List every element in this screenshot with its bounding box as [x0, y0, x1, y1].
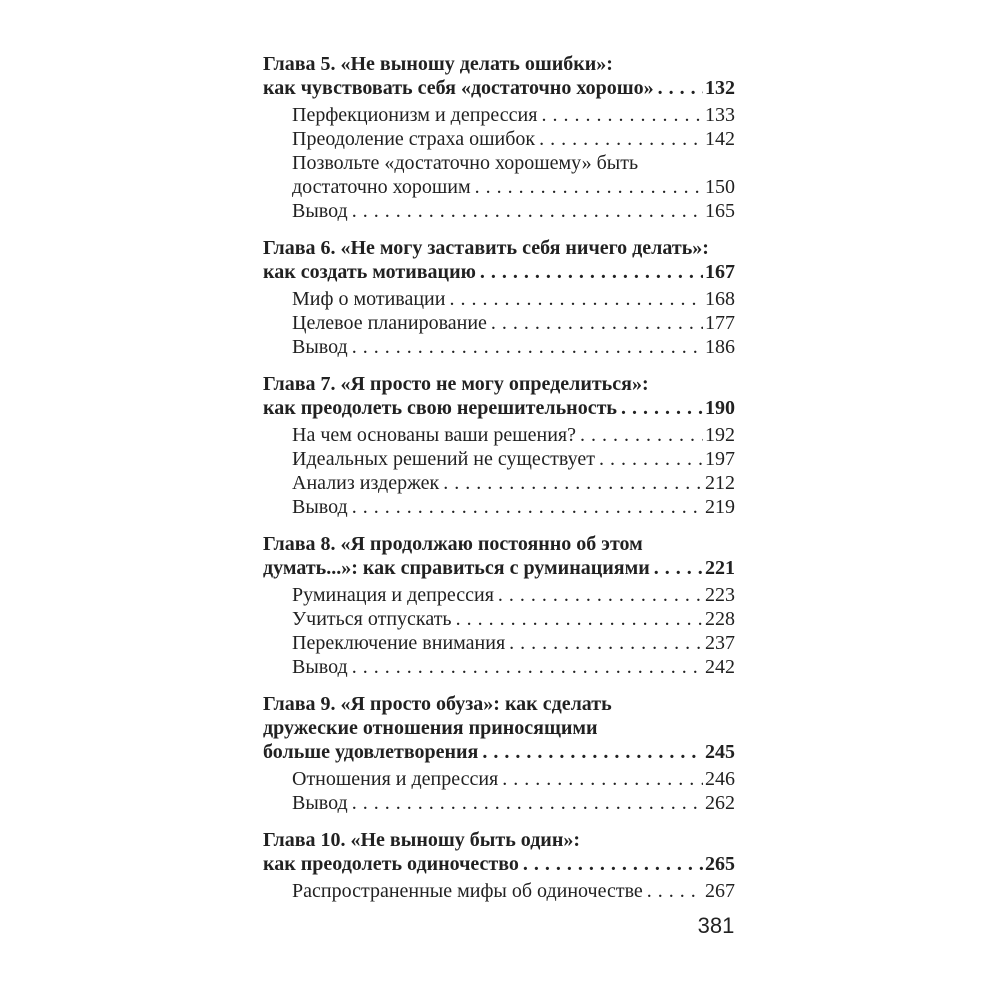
toc-entry-title: Идеальных решений не существует — [292, 448, 595, 470]
toc-chapter-heading — [263, 52, 735, 100]
dot-leader — [480, 260, 703, 284]
toc-subentry — [263, 495, 735, 519]
dot-leader — [580, 423, 703, 447]
dot-leader — [654, 556, 703, 580]
toc-entry-title: Вывод — [292, 336, 348, 358]
toc-subentry — [263, 151, 735, 199]
dot-leader — [491, 311, 703, 335]
dot-leader — [509, 631, 703, 655]
toc-entry-title: как преодолеть свою нерешительность — [263, 397, 617, 419]
toc-subentry — [263, 423, 735, 447]
toc-entry-page-number: 265 — [705, 853, 735, 875]
toc-entry-page-number: 237 — [705, 632, 735, 654]
dot-leader — [352, 335, 703, 359]
toc-entry-title-line: Глава 5. «Не выношу делать ошибки»: — [263, 53, 613, 75]
toc-entry-title: Отношения и депрессия — [292, 768, 499, 790]
toc-entry-page-number: 142 — [705, 128, 735, 150]
toc-subentry — [263, 879, 735, 903]
toc-entry-title: Учиться отпускать — [292, 608, 452, 630]
toc-entry-page-number: 223 — [705, 584, 735, 606]
toc-chapter — [263, 828, 735, 903]
toc-entry-title: Вывод — [292, 792, 348, 814]
toc-entry-page-number: 192 — [705, 424, 735, 446]
toc-chapter — [263, 52, 735, 223]
toc-entry-title: Анализ издержек — [292, 472, 440, 494]
toc-subentry-list — [263, 583, 735, 679]
toc-subentry — [263, 607, 735, 631]
dot-leader — [621, 396, 703, 420]
toc-entry-page-number: 167 — [705, 261, 735, 283]
dot-leader — [482, 740, 703, 764]
toc-entry-page-number: 267 — [705, 880, 735, 902]
dot-leader — [523, 852, 703, 876]
toc-chapter-heading — [263, 372, 735, 420]
dot-leader — [352, 655, 703, 679]
toc-entry-page-number: 165 — [705, 200, 735, 222]
dot-leader — [449, 287, 703, 311]
toc-chapter-heading — [263, 828, 735, 876]
toc-entry-title: На чем основаны ваши решения? — [292, 424, 576, 446]
toc-entry-title: больше удовлетворения — [263, 741, 479, 763]
dot-leader — [456, 607, 703, 631]
toc-entry-title: Переключение внимания — [292, 632, 506, 654]
toc-entry-page-number: 228 — [705, 608, 735, 630]
toc-entry-title-line: дружеские отношения приносящими — [263, 717, 598, 739]
toc-entry-title: Вывод — [292, 496, 348, 518]
toc-subentry — [263, 791, 735, 815]
toc-subentry — [263, 287, 735, 311]
toc-entry-page-number: 212 — [705, 472, 735, 494]
toc-subentry — [263, 311, 735, 335]
toc-entry-page-number: 186 — [705, 336, 735, 358]
toc-entry-title: Распространенные мифы об одиночестве — [292, 880, 643, 902]
toc-entry-page-number: 177 — [705, 312, 735, 334]
toc-entry-title: Вывод — [292, 656, 348, 678]
toc-entry-title: думать...»: как справиться с руминациями — [263, 557, 650, 579]
dot-leader — [498, 583, 703, 607]
toc-entry-title: достаточно хорошим — [292, 176, 471, 198]
dot-leader — [599, 447, 703, 471]
dot-leader — [539, 127, 703, 151]
toc-subentry-list — [263, 103, 735, 223]
toc-subentry — [263, 631, 735, 655]
toc-chapter — [263, 372, 735, 519]
dot-leader — [658, 76, 703, 100]
toc-subentry — [263, 335, 735, 359]
toc-subentry-list — [263, 423, 735, 519]
toc-subentry — [263, 655, 735, 679]
dot-leader — [443, 471, 703, 495]
toc-subentry — [263, 199, 735, 223]
toc-entry-title-line: Глава 6. «Не могу заставить себя ничего делать»: — [263, 237, 709, 259]
toc-entry-title-line: Позвольте «достаточно хорошему» быть — [292, 152, 639, 174]
toc-subentry — [263, 583, 735, 607]
toc-entry-page-number: 221 — [705, 557, 735, 579]
toc-subentry-list — [263, 879, 735, 903]
toc-chapter-heading — [263, 236, 735, 284]
page-number: 381 — [697, 913, 735, 938]
toc-entry-title: Преодоление страха ошибок — [292, 128, 536, 150]
toc-chapter — [263, 236, 735, 359]
toc-entry-title-line: Глава 7. «Я просто не могу определиться»: — [263, 373, 649, 395]
toc-entry-page-number: 190 — [705, 397, 735, 419]
toc-entry-page-number: 132 — [705, 77, 735, 99]
toc-entry-page-number: 150 — [705, 176, 735, 198]
toc-entry-page-number: 197 — [705, 448, 735, 470]
toc-entry-title: как создать мотивацию — [263, 261, 476, 283]
toc-subentry — [263, 103, 735, 127]
toc-entry-title-line: Глава 10. «Не выношу быть один»: — [263, 829, 581, 851]
toc-subentry-list — [263, 767, 735, 815]
toc-chapter — [263, 692, 735, 815]
toc-entry-title: как преодолеть одиночество — [263, 853, 519, 875]
toc-entry-page-number: 133 — [705, 104, 735, 126]
toc-entry-title: Целевое планирование — [292, 312, 487, 334]
toc-entry-page-number: 242 — [705, 656, 735, 678]
toc-entry-title: Миф о мотивации — [292, 288, 446, 310]
toc-entry-page-number: 168 — [705, 288, 735, 310]
dot-leader — [352, 199, 703, 223]
toc-subentry — [263, 471, 735, 495]
table-of-contents — [263, 52, 735, 903]
toc-entry-page-number: 245 — [705, 741, 735, 763]
dot-leader — [352, 495, 703, 519]
dot-leader — [502, 767, 703, 791]
toc-entry-title: Руминация и депрессия — [292, 584, 494, 606]
dot-leader — [352, 791, 703, 815]
toc-entry-page-number: 219 — [705, 496, 735, 518]
dot-leader — [647, 879, 703, 903]
toc-entry-title: Вывод — [292, 200, 348, 222]
toc-chapter — [263, 532, 735, 679]
toc-entry-title-line: Глава 8. «Я продолжаю постоянно об этом — [263, 533, 643, 555]
toc-entry-title: Перфекционизм и депрессия — [292, 104, 538, 126]
toc-entry-title: как чувствовать себя «достаточно хорошо» — [263, 77, 654, 99]
toc-subentry — [263, 447, 735, 471]
toc-subentry — [263, 767, 735, 791]
toc-chapter-heading — [263, 692, 735, 764]
toc-chapter-heading — [263, 532, 735, 580]
toc-entry-page-number: 246 — [705, 768, 735, 790]
toc-entry-page-number: 262 — [705, 792, 735, 814]
dot-leader — [541, 103, 703, 127]
toc-entry-title-line: Глава 9. «Я просто обуза»: как сделать — [263, 693, 612, 715]
toc-subentry — [263, 127, 735, 151]
toc-subentry-list — [263, 287, 735, 359]
dot-leader — [475, 175, 703, 199]
